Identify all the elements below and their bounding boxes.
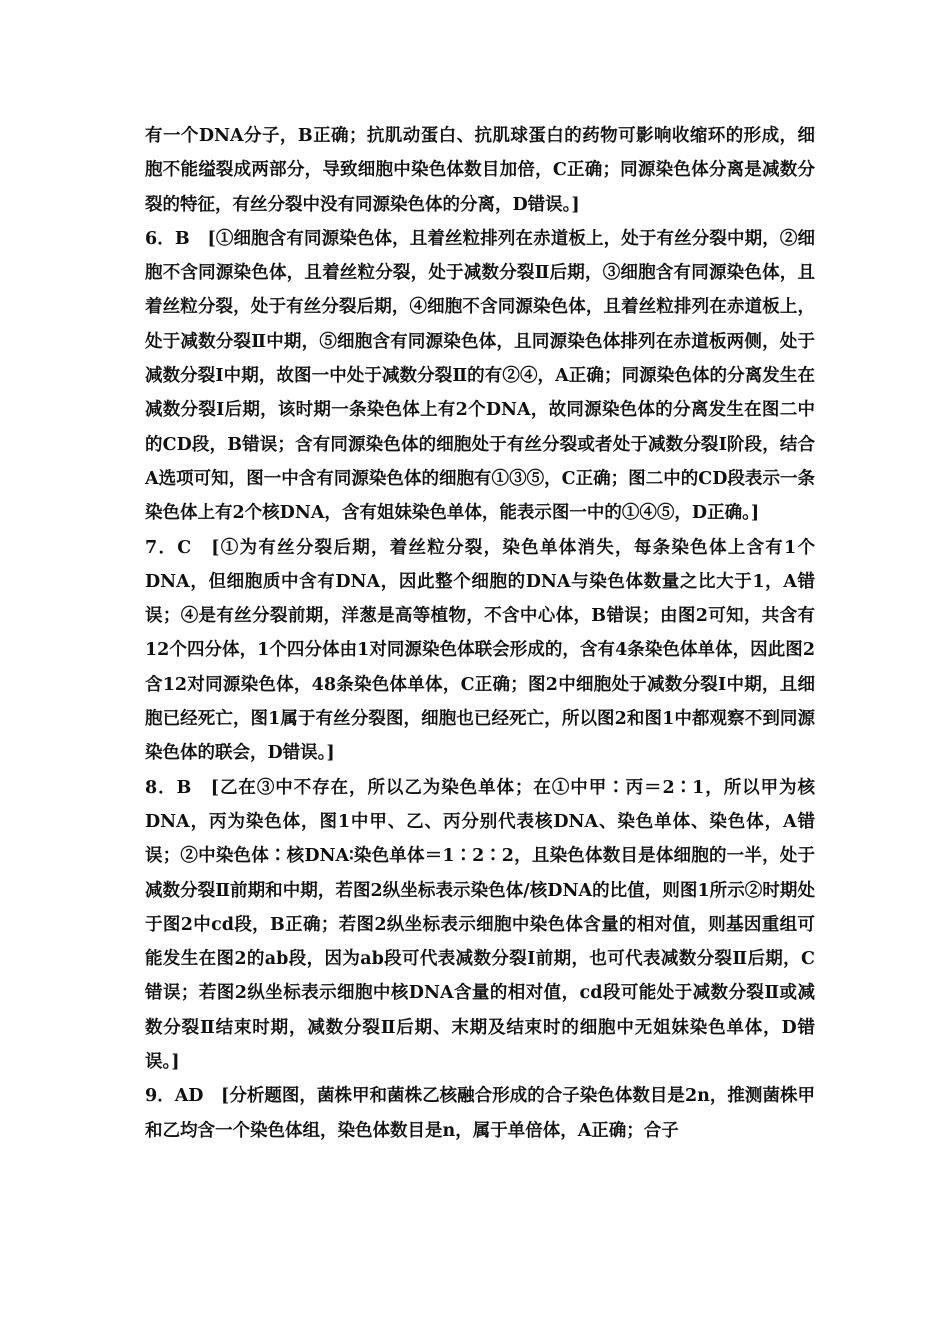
answer-paragraph-9: 9．AD [分析题图，菌株甲和菌株乙核融合形成的合子染色体数目是2n，推测菌株甲和乙均含一个染色体组，染色体数目是n，属于单倍体，A正确；合子 (145, 1086, 815, 1141)
answer-paragraph-6: 6．B [①细胞含有同源染色体，且着丝粒排列在赤道板上，处于有丝分裂中期，②细胞不含同源染色体，且着丝粒分裂，处于减数分裂Ⅱ后期，③细胞含有同源染色体，且着丝粒分裂，处于有丝分裂后期，④细胞不含同源染色体，且着丝粒排列在赤道板上，处于减数分裂Ⅱ中期，⑤细胞含有同源染色体，且同源染色体排列在赤道板两侧，处于减数分裂Ⅰ中期，故图一中处于减数分裂Ⅱ的有②④，A正确；同源染色体的分离发生在减数分裂Ⅰ后期，该时期一条染色体上有2个DNA，故同源染色体的分离发生在图二中的CD段，B错误；含有同源染色体的细胞处于有丝分裂或者处于减数分裂Ⅰ阶段，结合A选项可知，图一中含有同源染色体的细胞有①③⑤，C正确；图二中的CD段表示一条染色体上有2个核DNA，含有姐妹染色单体，能表示图一中的①④⑤，D正确。] (145, 228, 815, 524)
answer-paragraph-7: 7．C [①为有丝分裂后期，着丝粒分裂，染色单体消失，每条染色体上含有1个DNA，但细胞质中含有DNA，因此整个细胞的DNA与染色体数量之比大于1，A错误；④是有丝分裂前期，洋葱是高等植物，不含中心体，B错误；由图2可知，共含有12个四分体，1个四分体由1对同源染色体联会形成的，含有4条染色体单体，因此图2含12对同源染色体，48条染色体单体，C正确；图2中细胞处于减数分裂Ⅰ中期，且细胞已经死亡，图1属于有丝分裂图，细胞也已经死亡，所以图2和图1中都观察不到同源染色体的联会，D错误。] (145, 537, 815, 764)
answer-paragraph-5-continued: 有一个DNA分子，B正确；抗肌动蛋白、抗肌球蛋白的药物可影响收缩环的形成，细胞不能缢裂成两部分，导致细胞中染色体数目加倍，C正确；同源染色体分离是减数分裂的特征，有丝分裂中没有同源染色体的分离，D错误。] (145, 126, 815, 215)
answer-paragraph-8: 8．B [乙在③中不存在，所以乙为染色单体；在①中甲∶丙＝2∶1，所以甲为核DNA，丙为染色体，图1中甲、乙、丙分别代表核DNA、染色单体、染色体，A错误；②中染色体∶核DNA∶染色单体＝1∶2∶2，且染色体数目是体细胞的一半，处于减数分裂Ⅱ前期和中期，若图2纵坐标表示染色体/核DNA的比值，则图1所示②时期处于图2中cd段，B正确；若图2纵坐标表示细胞中染色体含量的相对值，则基因重组可能发生在图2的ab段，因为ab段可代表减数分裂Ⅰ前期，也可代表减数分裂Ⅱ后期，C错误；若图2纵坐标表示细胞中核DNA含量的相对值，cd段可能处于减数分裂Ⅱ或减数分裂Ⅱ结束时期，减数分裂Ⅱ后期、末期及结束时的细胞中无姐妹染色单体，D错误。] (145, 777, 815, 1073)
